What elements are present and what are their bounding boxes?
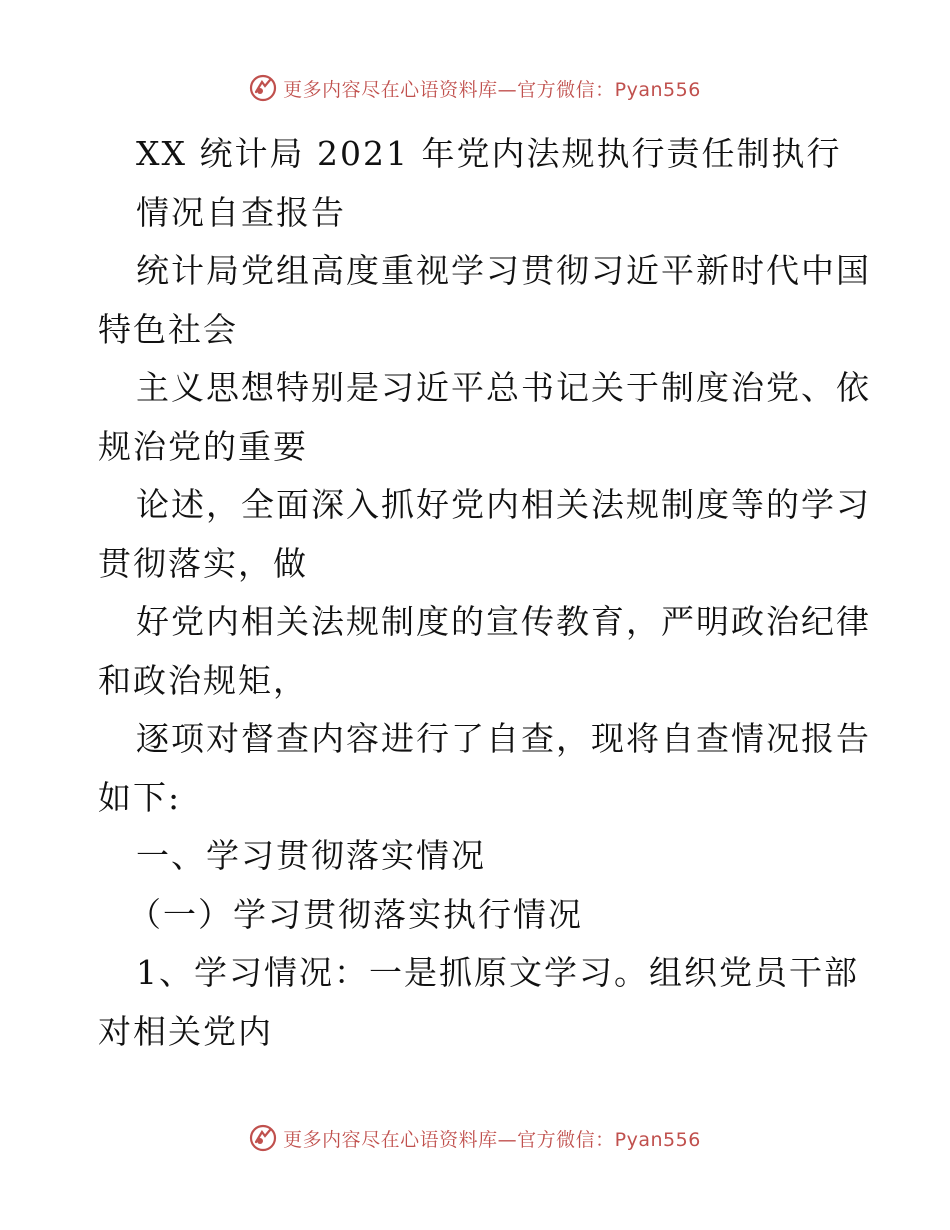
title-line-2: 情况自查报告 (136, 192, 346, 232)
section-heading: 一、学习贯彻落实情况 (136, 836, 486, 875)
paragraph-line: 贯彻落实，做 (98, 543, 308, 583)
document-body (98, 125, 871, 1061)
footer-watermark (0, 1124, 950, 1152)
paragraph-line: 逐项对督查内容进行了自查，现将自查情况报告 (136, 719, 871, 758)
paragraph-line: 好党内相关法规制度的宣传教育，严明政治纪律 (136, 602, 871, 641)
paragraph-line: 特色社会 (98, 309, 238, 349)
subsection-heading: （一）学习贯彻落实执行情况 (128, 894, 583, 934)
header-watermark (0, 74, 950, 102)
paragraph-line: 如下: (98, 777, 182, 817)
paragraph-line: 论述，全面深入抓好党内相关法规制度等的学习 (136, 485, 871, 524)
watermark-text: 更多内容尽在心语资料库—官方微信：Pyan556 (283, 78, 701, 101)
paragraph-line: 统计局党组高度重视学习贯彻习近平新时代中国 (136, 251, 871, 290)
watermark-text: 更多内容尽在心语资料库—官方微信：Pyan556 (283, 1128, 701, 1151)
seal-logo-icon (249, 1124, 277, 1152)
title-line-1: XX 统计局 2021 年党内法规执行责任制执行 (136, 134, 842, 173)
paragraph-line: 主义思想特别是习近平总书记关于制度治党、依 (136, 368, 871, 407)
seal-logo-icon (249, 74, 277, 102)
paragraph-line: 1、学习情况：一是抓原文学习。组织党员干部 (136, 953, 859, 992)
paragraph-line: 和政治规矩， (98, 660, 308, 700)
paragraph-line: 规治党的重要 (98, 426, 308, 466)
paragraph-line: 对相关党内 (98, 1011, 273, 1051)
